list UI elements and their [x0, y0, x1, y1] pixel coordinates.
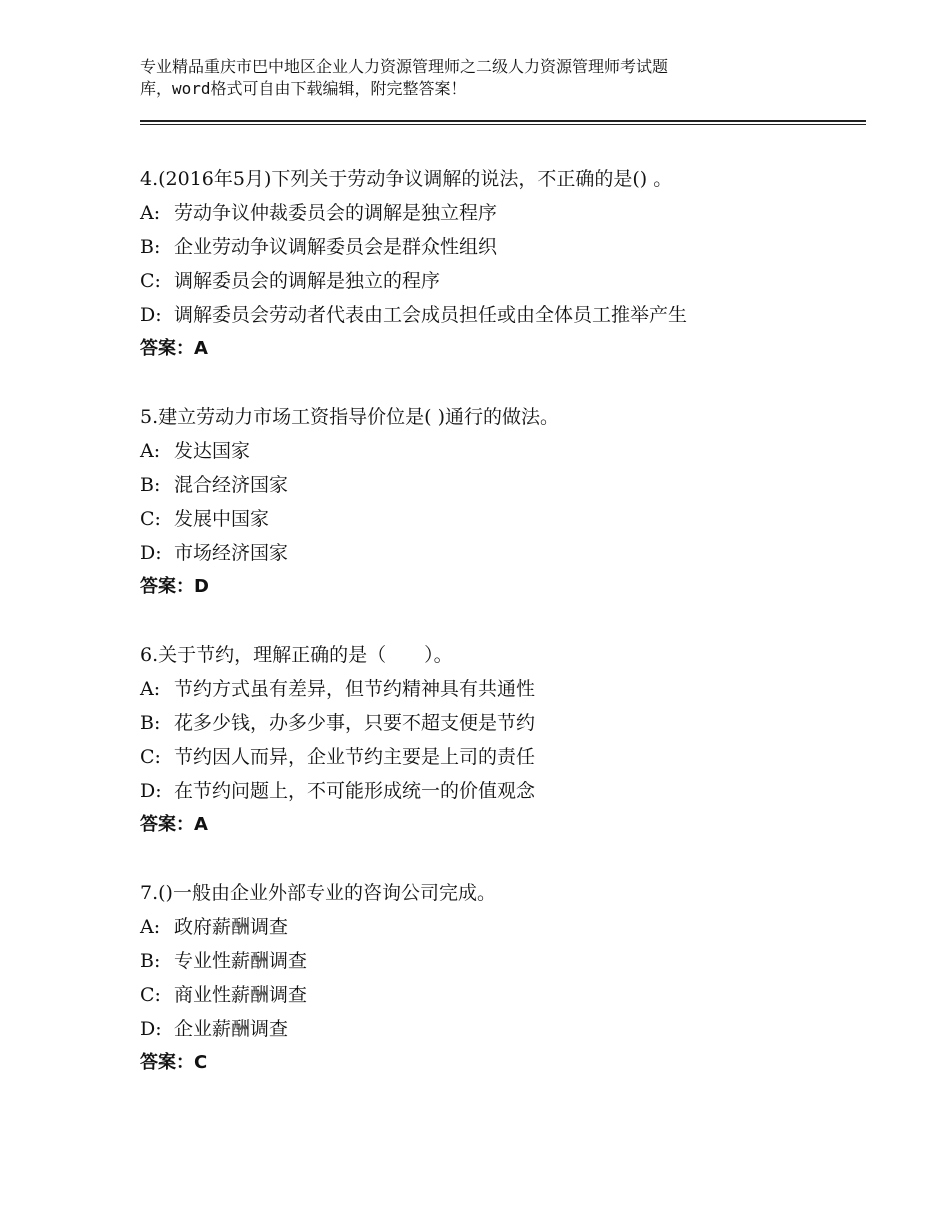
option-letter: A: — [140, 202, 161, 224]
document-title-line-2: 库，word格式可自由下载编辑，附完整答案！ — [140, 79, 467, 98]
option-letter: C: — [140, 270, 161, 292]
option-letter: D: — [140, 1018, 162, 1040]
header-divider-thin — [140, 124, 866, 125]
option-letter: C: — [140, 984, 161, 1006]
option-letter: B: — [140, 474, 161, 496]
option-letter: D: — [140, 780, 162, 802]
option-text: 发达国家 — [174, 440, 251, 462]
question-list — [140, 162, 880, 1114]
document-header — [140, 56, 780, 100]
option-text: 专业性薪酬调查 — [174, 950, 308, 972]
option-a — [140, 910, 880, 944]
option-letter: B: — [140, 712, 161, 734]
answer-line: 答案：C — [140, 1052, 208, 1073]
option-text: 企业薪酬调查 — [174, 1018, 289, 1040]
question-7 — [140, 876, 880, 1080]
question-stem: 5.建立劳动力市场工资指导价位是( )通行的做法。 — [140, 406, 559, 428]
option-b — [140, 706, 880, 740]
option-text: 企业劳动争议调解委员会是群众性组织 — [174, 236, 498, 258]
option-text: 市场经济国家 — [174, 542, 289, 564]
option-d — [140, 536, 880, 570]
question-5 — [140, 400, 880, 604]
option-letter: D: — [140, 304, 162, 326]
option-letter: C: — [140, 746, 161, 768]
option-b — [140, 230, 880, 264]
option-d — [140, 1012, 880, 1046]
option-d — [140, 774, 880, 808]
answer-line: 答案：A — [140, 338, 208, 359]
option-letter: A: — [140, 678, 161, 700]
option-letter: C: — [140, 508, 161, 530]
option-text: 节约因人而异，企业节约主要是上司的责任 — [174, 746, 536, 768]
option-text: 混合经济国家 — [174, 474, 289, 496]
option-b — [140, 944, 880, 978]
document-title-line-1: 专业精品重庆市巴中地区企业人力资源管理师之二级人力资源管理师考试题 — [140, 57, 669, 76]
option-text: 花多少钱，办多少事，只要不超支便是节约 — [174, 712, 536, 734]
option-c — [140, 740, 880, 774]
option-a — [140, 672, 880, 706]
option-c — [140, 264, 880, 298]
option-b — [140, 468, 880, 502]
option-letter: B: — [140, 236, 161, 258]
option-text: 发展中国家 — [174, 508, 270, 530]
option-text: 在节约问题上，不可能形成统一的价值观念 — [174, 780, 536, 802]
question-4 — [140, 162, 880, 366]
option-text: 政府薪酬调查 — [174, 916, 289, 938]
option-letter: B: — [140, 950, 161, 972]
question-stem: 7.()一般由企业外部专业的咨询公司完成。 — [140, 882, 496, 904]
option-text: 商业性薪酬调查 — [174, 984, 308, 1006]
question-6 — [140, 638, 880, 842]
option-text: 节约方式虽有差异，但节约精神具有共通性 — [174, 678, 536, 700]
header-divider-thick — [140, 120, 866, 122]
question-stem: 6.关于节约，理解正确的是（ ）。 — [140, 644, 453, 666]
option-c — [140, 502, 880, 536]
option-text: 劳动争议仲裁委员会的调解是独立程序 — [174, 202, 498, 224]
answer-line: 答案：A — [140, 814, 208, 835]
option-text: 调解委员会劳动者代表由工会成员担任或由全体员工推举产生 — [174, 304, 688, 326]
option-letter: A: — [140, 916, 161, 938]
option-a — [140, 196, 880, 230]
option-letter: A: — [140, 440, 161, 462]
answer-line: 答案：D — [140, 576, 209, 597]
option-c — [140, 978, 880, 1012]
option-a — [140, 434, 880, 468]
option-text: 调解委员会的调解是独立的程序 — [174, 270, 441, 292]
question-stem: 4.(2016年5月)下列关于劳动争议调解的说法，不正确的是() 。 — [140, 168, 673, 190]
option-letter: D: — [140, 542, 162, 564]
option-d — [140, 298, 880, 332]
